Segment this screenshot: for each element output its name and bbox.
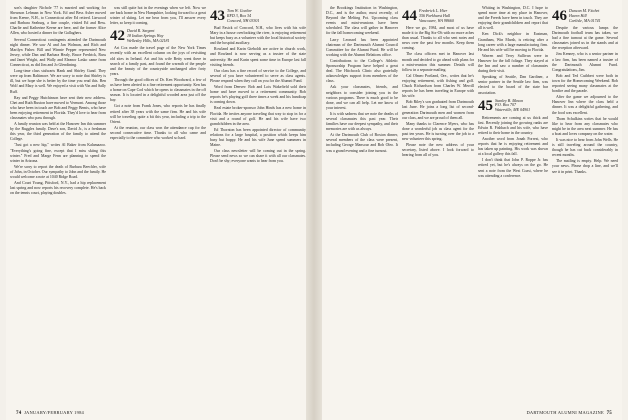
class-number: 45 (478, 97, 493, 114)
column-paragraph: It is with sadness that we note the deaths of several classmates this past year. Their families have our deepest sympathy, and their memories are with us always. (326, 111, 398, 132)
column-paragraph: Got a note from Frank Jones, who reports he has finally retired after 38 years with the same firm. He and his wife will be traveling quite a bit this year, including a trip to the Orient. (110, 104, 206, 124)
column-paragraph: Here we go, 1984, and most of us have made it to the Big Six-Oh with no more aches than usual. Thanks to all who sent notes and news over the past few months. Keep them coming. (402, 26, 474, 51)
column-paragraph: And Court Young, Pittsford, N.Y., had a hip replacement last spring and now reports his recovery complete. He's back on the tennis court, playing doubles. (10, 181, 106, 196)
column-paragraph: It was nice to hear from John Wells. He is still traveling around the country, though he has cut back considerably in recent months. (552, 137, 618, 158)
column-paragraph: Word from Denver: Bob and Lois Wakefield sold their home and have moved to a retirement community. Bob reports he's playing golf three times a week and his handicap is coming down. (210, 85, 306, 105)
secretary-name: Duncan M. Fitchet (569, 8, 600, 13)
right-col-4 (552, 6, 618, 401)
column-paragraph: the Brookings Institution in Washington, D.C., and is the author, most recently, of Beyond the Melting Pot. Upcoming class events and mini-reunions have been scheduled. The class will gather in Hanover for the fall homecoming weekend. (326, 6, 398, 36)
column-paragraph: Speaking of Seattle, Dan Gardiner, a senior partner in the Seattle law firm, was elected to the board of the state bar association. (478, 75, 548, 95)
class-number: 42 (110, 28, 125, 45)
column-paragraph: Ray and Peggy Hutchinson have sent their new address. Chet and Ruth Buxton have moved to Vermont. Among those who have been in touch are Bob and Peggy Bemis, who have been enjoying retirement in Florida. They'd love to hear from classmates who pass through. (10, 95, 106, 120)
column-paragraph: Despite the various lumps the Dartmouth football team has taken, we had a fine turnout at the game. Several classmates joined us in the stands and at the reception afterward. (552, 26, 618, 51)
right-col-2 (402, 6, 474, 401)
page-gutter (306, 0, 322, 420)
column-paragraph: Bob Riley's son graduated from Dartmouth last June. He joins a long list of second-generation Dartmouth men and women from our class, and we are proud of them all. (402, 100, 474, 120)
column-paragraph: Ken Dick's neighbor in Eastman, Grantham, Win Marsh, is retiring after a long career with a large manufacturing firm. He and his wife will be moving to Florida. (478, 32, 548, 52)
column-paragraph: Warren and Terry Sullivan were in Hanover for the fall foliage. They stayed at the Inn and saw a number of classmates during their visit. (478, 53, 548, 74)
column-paragraph: Ed Thornton has been appointed director of community relations for a large hospital, a position which keeps him busy but happy. He and his wife June spend summers in Maine. (210, 127, 306, 148)
column-paragraph: Real estate broker-sponsor John Hinds has a new home in Florida. He invites anyone traveling that way to stop in for a visit and a round of golf. He and his wife have two grandchildren in the area. (210, 106, 306, 126)
left-col-2 (110, 6, 206, 401)
secretary-city: Vancouver, WA 98660 (419, 17, 454, 23)
column-paragraph: Long-time class stalwarts Hank and Shirley Gund. They were up from Baltimore. We are sorry to note that Shirley is ill, but we hope she is better by the time you read this. Ben Wolf and Mary is well. We enjoyed a visit with Vin and Sally Ruff. (10, 69, 106, 94)
left-col-3 (210, 6, 306, 401)
column-paragraph: Bob and Ted Cuthbert were both in town for the Homecoming Weekend. Bob reported seeing many classmates at the bonfire and the parade. (552, 73, 618, 94)
secretary-city: Wellesley Hills, MA 02181 (127, 37, 170, 43)
column-paragraph: Cal Olmeo Portland, Ore., writes that he's enjoying retirement, with fishing and golf. Chuck Richardson from Charles W. Merrill reports he has been traveling in Europe with his wife. (402, 73, 474, 99)
left-col-1 (10, 6, 106, 401)
secretary-city: Carlisle, MA 01741 (569, 17, 601, 23)
column-paragraph: We're sorry to report the death of Barbara Beechler, wife of John, in October. Our sympathy to John and the family. He would welcome a note at 1040 Ridge Road. (10, 164, 106, 179)
column-paragraph: Ask your classmates, friends, and neighbors to consider joining you in the various programs. There is much good to be done, and we can all help. Let me know of your interest. (326, 85, 398, 110)
column-paragraph: Jim Kenney, who is a senior partner in a law firm, has been named a trustee of the Dartmouth Alumni Fund. Congratulations, Jim. (552, 52, 618, 72)
secretary-street: 356 Parkhurst Hall (419, 12, 451, 18)
column-paragraph: Several Connecticut contingents attended the Dartmouth night dinner. We saw Al and Jan Wolman, and Rich and Marilyn Fisher. Bill and Winnie Pepper represented New Jersey, while Dan and Barbara Healy, Bruce Fredrick, Russ and Janet Wright, and Wally and Eleanor Lasko came from Connecticut, as did Jim and Jo Glendining. (10, 37, 106, 68)
class-number: 46 (552, 8, 567, 24)
column-paragraph: At the Dartmouth Club of Boston dinner, several members of the class were present, including George Mansour and Bob Oleo. It was a grand evening and a fine turnout. (326, 133, 398, 153)
column-paragraph: I don't think that John P. Roppe Jr. has retired yet, but he's always on the go. He sent a note from the West Coast, where he was attending a conference. (478, 158, 548, 178)
secretary-name: Stanley B. Mason (495, 97, 524, 103)
page-folio-left (16, 410, 84, 416)
column-paragraph: was still quite hot in the evenings when we left. Now we are back home in New Hampshire, looking forward to a great winter of skiing. Let me hear from you, I'll answer every letter, so keep it coming. (110, 6, 206, 26)
page-number: 75 (606, 411, 612, 416)
right-page (322, 0, 622, 420)
class-number: 44 (402, 8, 417, 24)
secretary-name: Frederick L. Hier (419, 8, 448, 13)
column-paragraph: Please note the new address of your secretary, listed above. I look forward to hearing from all of you. (402, 143, 474, 158)
left-page (6, 0, 306, 420)
column-paragraph: Whiting in Washington, D.C. I hope to spend more time at my place in Hanover, and the Freeds have been in touch. They are enjoying their grandchildren and report that all is well. (478, 6, 548, 31)
secretary-city: Concord, NH 03301 (227, 17, 260, 23)
right-col-1 (326, 6, 398, 401)
column-paragraph: The mailing is empty. Help. We need your news. Please drop a line, and we'll see it in print. Thanks. (552, 159, 618, 174)
column-paragraph: Bud Fasick of Concord, N.H., who lives with his wife Mary in a house overlooking the river, is enjoying retirement but keeps busy as a volunteer with the local historical society and the hospital auxiliary. (210, 26, 306, 46)
secretary-street: 18 Indian Springs Way (127, 33, 164, 39)
class-note-45 (478, 99, 548, 114)
column-paragraph: Larry Leonard has been appointed chairman of the Dartmouth Alumni Council Committee for the Alumni Fund. He will be working with the Alumni Relations office. (326, 37, 398, 57)
secretary-street: RFD 3, Box 34 (227, 12, 251, 18)
column-paragraph: Our class newsletter will be coming out in the spring. Please send news so we can share it with all our classmates. Don't be shy; everyone wants to hear from you. (210, 149, 306, 164)
class-note-43 (210, 9, 306, 24)
column-paragraph: Thom Schulkins writes that he would like to hear from any classmates who might be in the area next summer. He has a boat and loves company on the water. (552, 116, 618, 136)
column-paragraph: Art Cox made the travel page of the New York Times recently with an excellent column on the joys of revisiting old sites in Ireland. Art and his wife Betty went there in search of a family past, and found the warmth of the people and the beauty of the countryside unchanged after forty years. (110, 46, 206, 76)
column-paragraph: At the reunion, our class won the attendance cup for the second consecutive time. Thanks to all who came and especially to the committee who worked so hard. (110, 125, 206, 140)
right-col-3 (478, 6, 548, 401)
column-paragraph: Retirements are coming at us thick and fast. Recently joining the growing ranks are Edwin R. Fishbach and his wife, who have retired to their home in the country. (478, 115, 548, 135)
issue-date: JANUARY/FEBRUARY 1984 (24, 410, 84, 415)
secretary-street: P.O. Box 707 (495, 102, 517, 108)
secretary-name: David R. Sargent (127, 28, 155, 34)
column-paragraph: A family reunion was held at the Hanover Inn this summer by the Ruggles family. Dave's son, David Jr., is a freshman this year, the third generation of the family to attend the College. (10, 122, 106, 142)
magazine-name: DARTMOUTH ALUMNI MAGAZINE (526, 410, 604, 415)
page-number: 74 (16, 411, 22, 416)
secretary-name: Tom W. Goelter (227, 8, 252, 13)
column-paragraph: Contributions to the College's Athletic Sponsorship Program have helped a great deal. The Hitchcock Clinic also gratefully acknowledges support from members of the class. (326, 58, 398, 84)
column-paragraph: son's daughter Nichole '77 is married and working for Shearson Lehman in New York. Ed and Bess Asher moved from Keene, N.H., to Connecticut after Ed retired. Linwood and Barbara Seaburg, a fine couple, visited Ed and Bess. Charlie and Katherine Keene are here, and the former Alice Allen, who hosted a dinner for the Gallaghers. (10, 6, 106, 36)
column-paragraph: The class officers met in Hanover last month and decided to go ahead with plans for a mini-reunion this summer. Details will follow in a separate mailing. (402, 52, 474, 72)
class-number: 43 (210, 8, 225, 24)
class-note-42 (110, 29, 206, 44)
column-paragraph: Another word from Jonah Forrest, who reports that he is enjoying retirement and has taken up painting. His work was shown at a local gallery this fall. (478, 136, 548, 157)
page-folio-right (526, 410, 612, 416)
column-paragraph: Many thanks to Clarence Myers, who has done a wonderful job as class agent for the past ten years. He is turning over the job to a new volunteer this spring. (402, 121, 474, 141)
column-paragraph: After the game we adjourned to the Hanover Inn where the class held a dinner. It was a delightful gathering, and the food was excellent. (552, 95, 618, 115)
class-note-46 (552, 9, 618, 24)
secretary-street: Haven Hill (569, 12, 587, 18)
column-paragraph: Rowland and Karin Gieboldt are active in church work, and Rowland is now serving as a trustee of the state university. He and Karin spent some time in Europe last fall visiting friends. (210, 47, 306, 67)
column-paragraph: "Just got a new hip," writes Al Baker from Kalamazoo. "Everything's going fine, except that I miss skiing this winter." Fred and Marge Fenn are planning to spend the winter in Arizona. (10, 143, 106, 163)
column-paragraph: Our class has a fine record of service to the College, and several of you have volunteered to serve as class agents. Please respond when they call on you for the Alumni Fund. (210, 68, 306, 83)
secretary-city: Waterville, ME 04901 (495, 107, 531, 113)
column-paragraph: Through the good offices of Dr. Ken Woodward, a few of us have been alerted to a fine retirement opportunity. Ken has a home on Cape Cod which he opens to classmates in the off season. It is located in a delightful wooded area just off the bay. (110, 77, 206, 103)
class-note-44 (402, 9, 474, 24)
